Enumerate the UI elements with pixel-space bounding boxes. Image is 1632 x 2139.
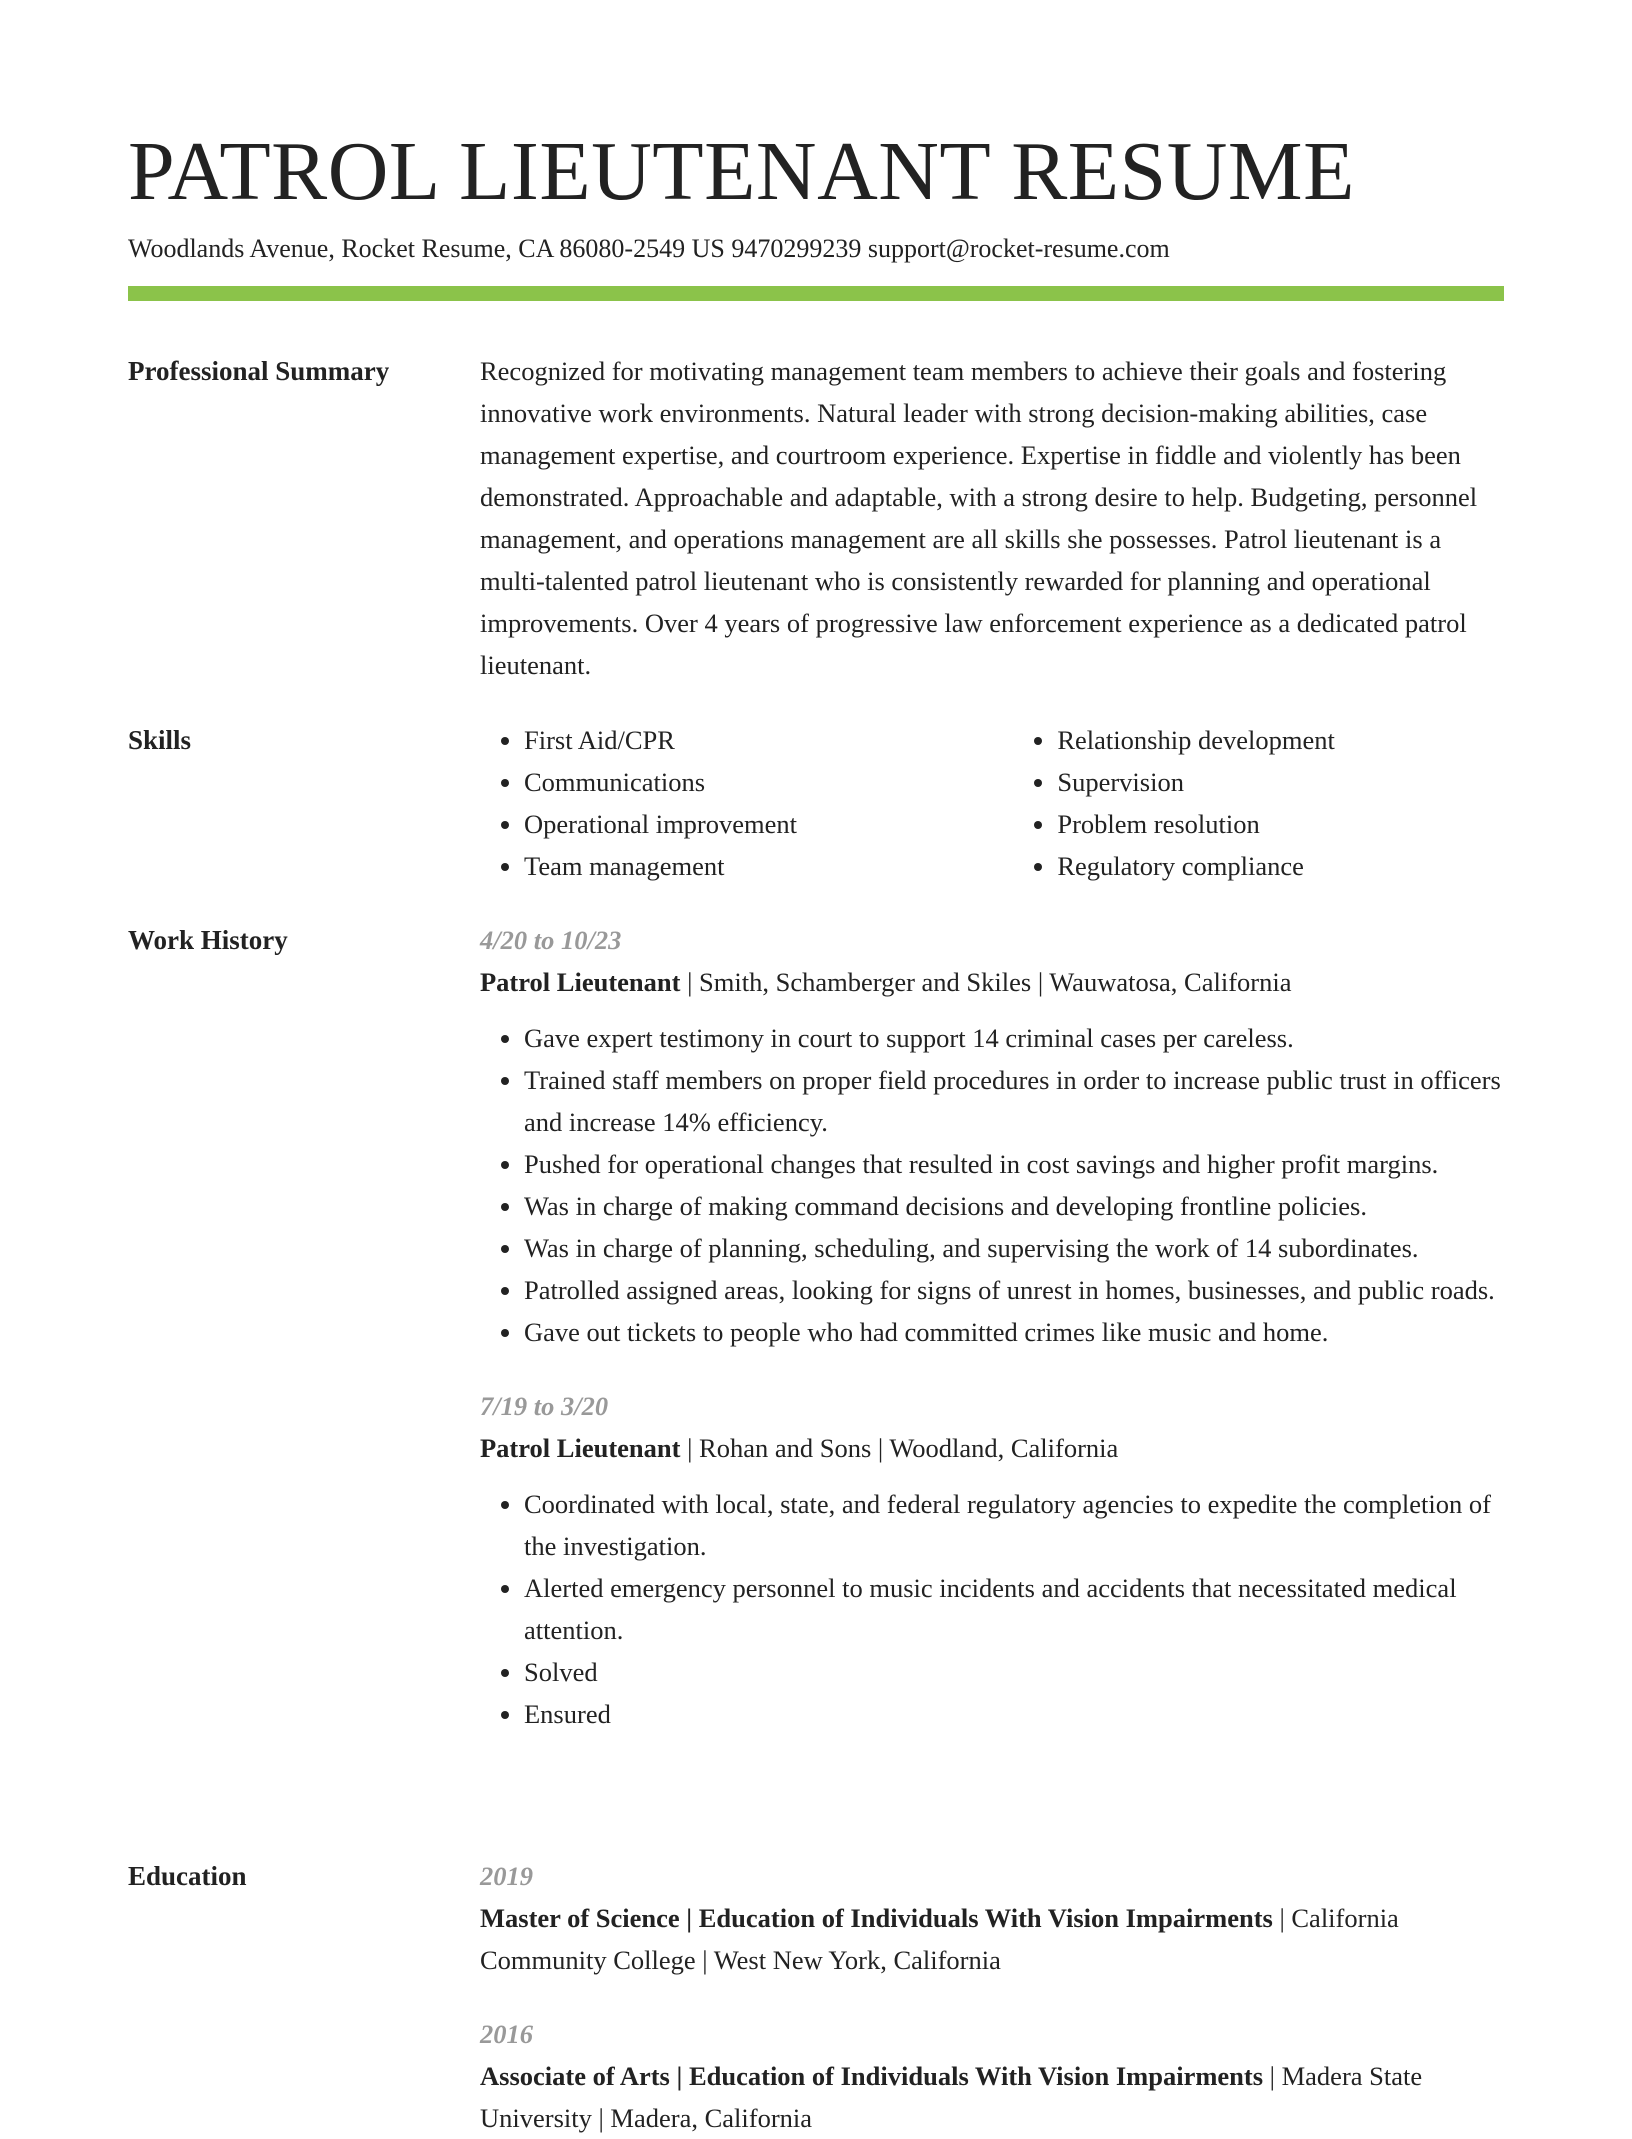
education-body [480,1855,1504,2139]
job-bullet: • Pushed for operational changes that resulted in cost savings and higher profit margins. [524,1143,1504,1185]
job-bullets [480,1483,1504,1735]
education-degree: Associate of Arts | Education of Individuals With Vision Impairments [480,2061,1264,2091]
education-entry [480,1855,1504,1981]
summary-label: Professional Summary [128,356,390,386]
skills-body [480,719,1504,887]
contact-line: Woodlands Avenue, Rocket Resume, CA 86080-2549 US 9470299239 support@rocket-resume.com [128,234,1170,263]
job-bullet: • Was in charge of planning, scheduling, and supervising the work of 14 subordinates. [524,1227,1504,1269]
accent-divider [128,286,1504,301]
skills-label: Skills [128,725,192,755]
job-title: Patrol Lieutenant [480,967,681,997]
job-bullet: • Gave expert testimony in court to support 14 criminal cases per careless. [524,1017,1504,1059]
job-dates: 4/20 to 10/23 [480,925,622,955]
job-title: Patrol Lieutenant [480,1433,681,1463]
education-heading [480,2055,1504,2139]
education-heading [480,1897,1504,1981]
summary-text: Recognized for motivating management team members to achieve their goals and fostering innovative work environments. Natural leader with strong decision-making abilities, case management expertise, and courtroom experience. Expertise in fiddle and violently has been demonstrated. Approachable and adaptable, with a strong desire to help. Budgeting, personnel management, and operations management are all skills she possesses. Patrol lieutenant is a multi-talented patrol lieutenant who is consistently rewarded for planning and operational improvements. Over 4 years of progressive law enforcement experience as a dedicated patrol lieutenant. [480,356,1478,680]
education-details: | Madera State University | Madera, California [480,2061,1423,2133]
education-degree: Master of Science | Education of Individuals With Vision Impairments [480,1903,1273,1933]
resume-title: PATROL LIEUTENANT RESUME [128,125,1355,218]
job-heading [480,961,1504,1003]
skill-item: • Operational improvement [524,803,1013,845]
job-bullet: • Gave out tickets to people who had committed crimes like music and home. [524,1311,1504,1353]
work-history-label: Work History [128,925,288,955]
summary-body [480,350,1504,686]
job-bullet: • Ensured [524,1693,1504,1735]
skill-item: • Regulatory compliance [1057,845,1504,887]
job-bullet: • Was in charge of making command decisions and developing frontline policies. [524,1185,1504,1227]
skill-item: • Relationship development [1057,719,1504,761]
education-details: | California Community College | West New York, California [480,1903,1399,1975]
job-bullets [480,1017,1504,1353]
skills-list-right [1013,719,1504,887]
skill-item: • Problem resolution [1057,803,1504,845]
education-year: 2019 [480,1861,533,1891]
skill-item: • Team management [524,845,1013,887]
job-bullet: • Trained staff members on proper field procedures in order to increase public trust in officers and increase 14% efficiency. [524,1059,1504,1143]
education-entry [480,2013,1504,2139]
skill-item: • Supervision [1057,761,1504,803]
job-entry [480,1385,1504,1735]
education-label: Education [128,1861,247,1891]
job-heading [480,1427,1504,1469]
job-details: | Rohan and Sons | Woodland, California [680,1433,1119,1463]
job-entry [480,919,1504,1353]
job-dates: 7/19 to 3/20 [480,1391,609,1421]
job-bullet: • Alerted emergency personnel to music incidents and accidents that necessitated medical attention. [524,1567,1504,1651]
skills-list-left [480,719,1013,887]
job-bullet: • Patrolled assigned areas, looking for signs of unrest in homes, businesses, and public roads. [524,1269,1504,1311]
work-history-body [480,919,1504,1735]
skill-item: • First Aid/CPR [524,719,1013,761]
job-details: | Smith, Schamberger and Skiles | Wauwatosa, California [680,967,1292,997]
job-bullet: • Coordinated with local, state, and federal regulatory agencies to expedite the completion of the investigation. [524,1483,1504,1567]
skill-item: • Communications [524,761,1013,803]
job-bullet: • Solved [524,1651,1504,1693]
education-year: 2016 [480,2019,533,2049]
